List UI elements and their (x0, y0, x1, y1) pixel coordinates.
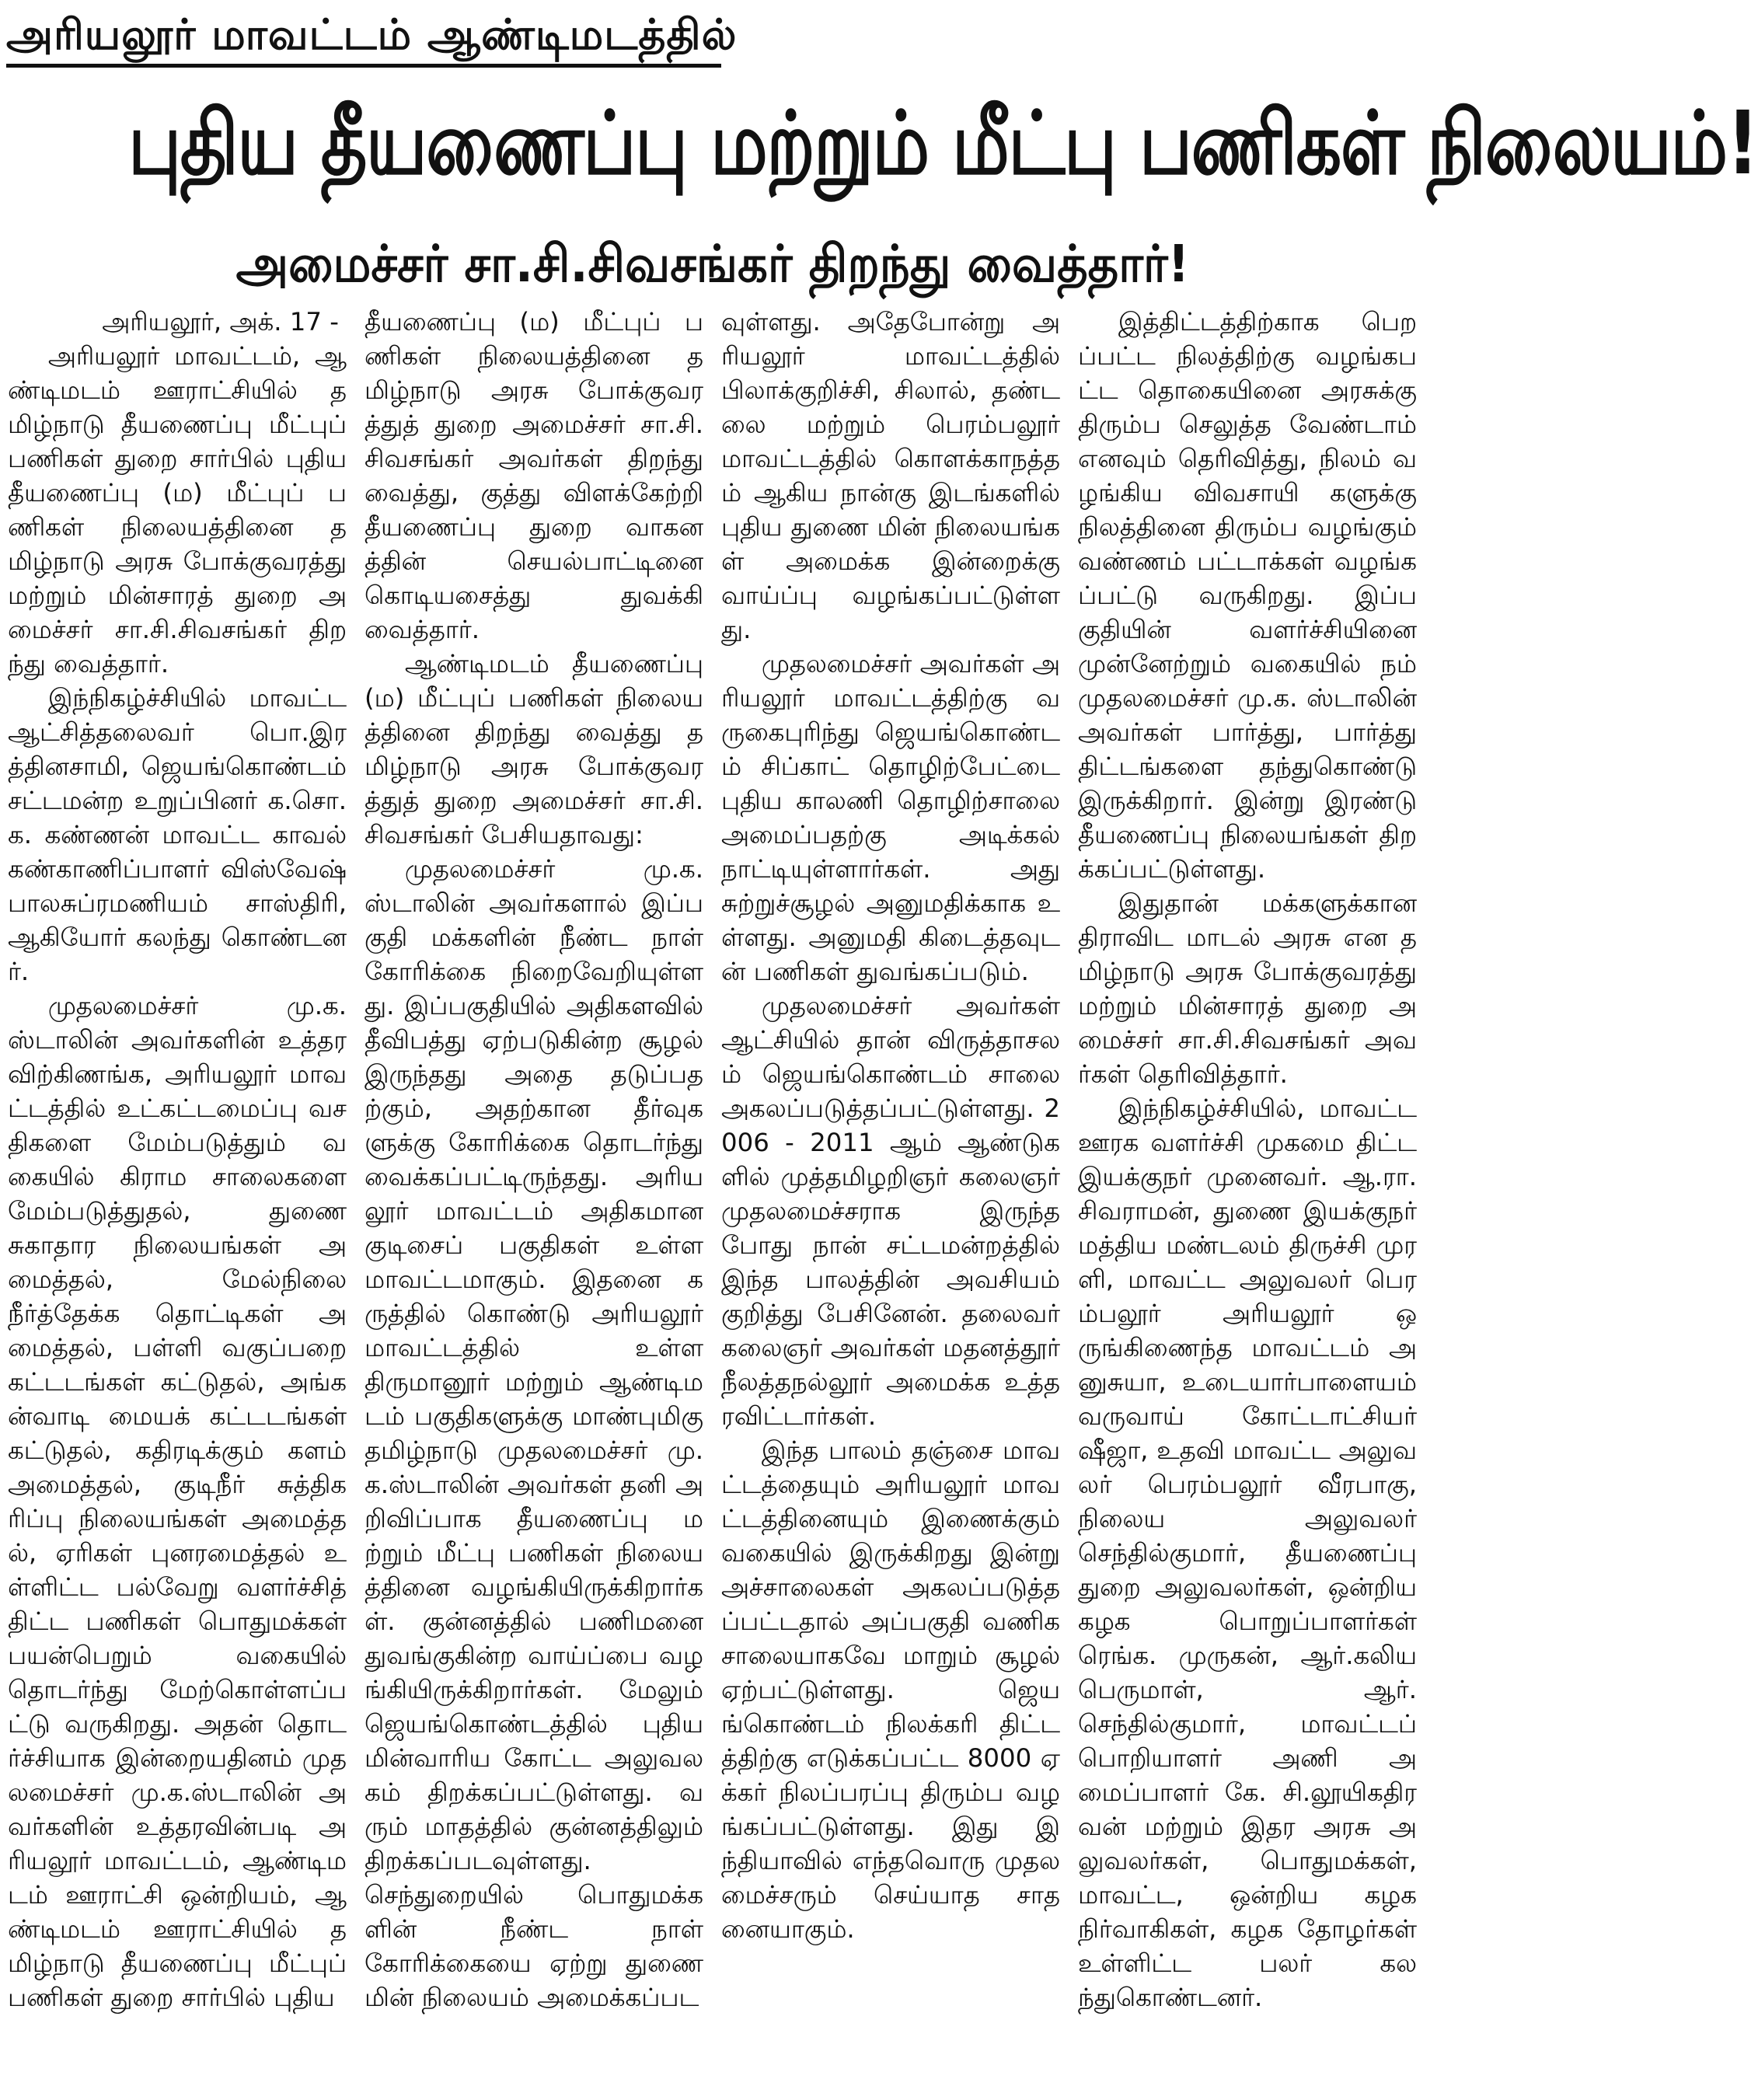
paragraph: இந்த பாலம் தஞ்சை மாவட்டத்தையும் அரியலூர் மாவட்டத்தினையும் இணைக்கும் வகையில் இருக்கிறது இன்று அச்சாலைகள் அகலப்படுத்தப்பட்டதால் அப்பகுதி வணிக சாலையாகவே மாறும் சூழல் ஏற்பட்டுள்ளது. ஜெயங்கொண்டம் நிலக்கரி திட்டத்திற்கு எடுக்கப்பட்ட 8000 ஏக்கர் நிலப்பரப்பு திரும்ப வழங்கப்பட்டுள்ளது. இது இந்தியாவில் எந்தவொரு முதலமைச்சரும் செய்யாத சாதனையாகும். (721, 1435, 1060, 1944)
article-column-2 (365, 305, 703, 2094)
article-body (8, 305, 1418, 2094)
paragraph: முதலமைச்சர் மு.க. ஸ்டாலின் அவர்களின் உத்தரவிற்கிணங்க, அரியலூர் மாவட்டத்தில் உட்கட்டமைப்பு வசதிகளை மேம்படுத்தும் வகையில் கிராம சாலைகளை மேம்படுத்துதல், துணை சுகாதார நிலையங்கள் அமைத்தல், மேல்நிலை நீர்த்தேக்க தொட்டிகள் அமைத்தல், பள்ளி வகுப்பறை கட்டடங்கள் கட்டுதல், அங்கன்வாடி மையக் கட்டடங்கள் கட்டுதல், கதிரடிக்கும் களம் அமைத்தல், குடிநீர் சுத்திகரிப்பு நிலையங்கள் அமைத்தல், ஏரிகள் புனரமைத்தல் உள்ளிட்ட பல்வேறு வளர்ச்சித் திட்ட பணிகள் பொதுமக்கள் பயன்பெறும் வகையில் தொடர்ந்து மேற்கொள்ளப்பட்டு வருகிறது. அதன் தொடர்ச்சியாக இன்றையதினம் முதலமைச்சர் மு.க.ஸ்டாலின் அவர்களின் உத்தரவின்படி அரியலூர் மாவட்டம், ஆண்டிமடம் ஊராட்சி ஒன்றியம், ஆண்டிமடம் ஊராட்சியில் தமிழ்நாடு தீயணைப்பு மீட்புப் பணிகள் துறை சார்பில் புதிய (8, 991, 347, 2012)
article-column-4 (1078, 305, 1417, 2094)
paragraph: அரியலூர் மாவட்டம், ஆண்டிமடம் ஊராட்சியில் தமிழ்நாடு தீயணைப்பு மீட்புப் பணிகள் துறை சார்பில் புதிய தீயணைப்பு (ம) மீட்புப் பணிகள் நிலையத்தினை தமிழ்நாடு அரசு போக்குவரத்து மற்றும் மின்சாரத் துறை அமைச்சர் சா.சி.சிவசங்கர் திறந்து வைத்தார். (8, 341, 347, 678)
paragraph: ஆண்டிமடம் தீயணைப்பு (ம) மீட்புப் பணிகள் நிலையத்தினை திறந்து வைத்து தமிழ்நாடு அரசு போக்குவரத்துத் துறை அமைச்சர் சா.சி.சிவசங்கர் பேசியதாவது: (365, 649, 703, 849)
article-column-3 (721, 305, 1060, 2094)
article-column-1 (8, 305, 347, 2094)
paragraph: முதலமைச்சர் மு.க.ஸ்டாலின் அவர்களால் இப்பகுதி மக்களின் நீண்ட நாள் கோரிக்கை நிறைவேறியுள்ளது. இப்பகுதியில் அதிகளவில் தீவிபத்து ஏற்படுகின்ற சூழல் இருந்தது அதை தடுப்பதற்கும், அதற்கான தீர்வுகளுக்கு கோரிக்கை தொடர்ந்து வைக்கப்பட்டிருந்தது. அரியலூர் மாவட்டம் அதிகமான குடிசைப் பகுதிகள் உள்ள மாவட்டமாகும். இதனை கருத்தில் கொண்டு அரியலூர் மாவட்டத்தில் உள்ள திருமானூர் மற்றும் ஆண்டிமடம் பகுதிகளுக்கு மாண்புமிகு தமிழ்நாடு முதலமைச்சர் மு.க.ஸ்டாலின் அவர்கள் தனி அறிவிப்பாக தீயணைப்பு மற்றும் மீட்பு பணிகள் நிலையத்தினை வழங்கியிருக்கிறார்கள். குன்னத்தில் பணிமனை துவங்குகின்ற வாய்ப்பை வழங்கியிருக்கிறார்கள். மேலும் ஜெயங்கொண்டத்தில் புதிய மின்வாரிய கோட்ட அலுவலகம் திறக்கப்பட்டுள்ளது. வரும் மாதத்தில் குன்னத்திலும் திறக்கப்படவுள்ளது. செந்துறையில் பொதுமக்களின் நீண்ட நாள் கோரிக்கையை ஏற்று துணை மின் நிலையம் அமைக்கப்பட (365, 854, 703, 2012)
paragraph: இந்நிகழ்ச்சியில், மாவட்ட ஊரக வளர்ச்சி முகமை திட்ட இயக்குநர் முனைவர். ஆ.ரா.சிவராமன், துணை இயக்குநர் மத்திய மண்டலம் திருச்சி முரளி, மாவட்ட அலுவலர் பெரம்பலூர் அரியலூர் ஒருங்கிணைந்த மாவட்டம் அனுசுயா, உடையார்பாளையம் வருவாய் கோட்டாட்சியர் ஷீஜா, உதவி மாவட்ட அலுவலர் பெரம்பலூர் வீரபாகு, நிலைய அலுவலர் செந்தில்குமார், தீயணைப்பு துறை அலுவலர்கள், ஒன்றிய கழக பொறுப்பாளர்கள் ரெங்க. முருகன், ஆர்.கலியபெருமாள், ஆர்.செந்தில்குமார், மாவட்டப் பொறியாளர் அணி அமைப்பாளர் கே. சி.லூயிகதிரவன் மற்றும் இதர அரசு அலுவலர்கள், பொதுமக்கள், மாவட்ட, ஒன்றிய கழக நிர்வாகிகள், கழக தோழர்கள் உள்ளிட்ட பலர் கலந்துகொண்டனர். (1078, 1094, 1417, 2012)
dateline: அரியலூர், அக். 17 - (102, 307, 339, 337)
sub-headline: அமைச்சர் சா.சி.சிவசங்கர் திறந்து வைத்தார்! (235, 234, 1190, 294)
paragraph: முதலமைச்சர் அவர்கள் அரியலூர் மாவட்டத்திற்கு வருகைபுரிந்து ஜெயங்கொண்டம் சிப்காட் தொழிற்பேட்டை புதிய காலணி தொழிற்சாலை அமைப்பதற்கு அடிக்கல் நாட்டியுள்ளார்கள். அது சுற்றுச்சூழல் அனுமதிக்காக உள்ளது. அனுமதி கிடைத்தவுடன் பணிகள் துவங்கப்படும். (721, 649, 1060, 986)
main-headline: புதிய தீயணைப்பு மற்றும் மீட்பு பணிகள் நிலையம்! (128, 93, 1758, 194)
paragraph: இத்திட்டத்திற்காக பெறப்பட்ட நிலத்திற்கு வழங்கபட்ட தொகையினை அரசுக்கு திரும்ப செலுத்த வேண்டாம் எனவும் தெரிவித்து, நிலம் வழங்கிய விவசாயி களுக்கு நிலத்தினை திரும்ப வழங்கும் வண்ணம் பட்டாக்கள் வழங்கப்பட்டு வருகிறது. இப்பகுதியின் வளர்ச்சியினை முன்னேற்றும் வகையில் நம் முதலமைச்சர் மு.க. ஸ்டாலின் அவர்கள் பார்த்து, பார்த்து திட்டங்களை தந்துகொண்டு இருக்கிறார். இன்று இரண்டு தீயணைப்பு நிலையங்கள் திறக்கப்பட்டுள்ளது. (1078, 307, 1417, 884)
paragraph: வுள்ளது. அதேபோன்று அரியலூர் மாவட்டத்தில் பிலாக்குறிச்சி, சிலால், தண்டலை மற்றும் பெரம்பலூர் மாவட்டத்தில் கொளக்காநத்தம் ஆகிய நான்கு இடங்களில் புதிய துணை மின் நிலையங்கள் அமைக்க இன்றைக்கு வாய்ப்பு வழங்கப்பட்டுள்ளது. (721, 307, 1060, 644)
paragraph: முதலமைச்சர் அவர்கள் ஆட்சியில் தான் விருத்தாசலம் ஜெயங்கொண்டம் சாலை அகலப்படுத்தப்பட்டுள்ளது. 2006 - 2011 ஆம் ஆண்டுகளில் முத்தமிழறிஞர் கலைஞர் முதலமைச்சராக இருந்தபோது நான் சட்டமன்றத்தில் இந்த பாலத்தின் அவசியம் குறித்து பேசினேன். தலைவர் கலைஞர் அவர்கள் மதனத்தூர் நீலத்தநல்லூர் அமைக்க உத்தரவிட்டார்கள். (721, 991, 1060, 1431)
paragraph: தீயணைப்பு (ம) மீட்புப் பணிகள் நிலையத்தினை தமிழ்நாடு அரசு போக்குவரத்துத் துறை அமைச்சர் சா.சி.சிவசங்கர் அவர்கள் திறந்து வைத்து, குத்து விளக்கேற்றி தீயணைப்பு துறை வாகனத்தின் செயல்பாட்டினை கொடியசைத்து துவக்கி வைத்தார். (365, 307, 703, 644)
paragraph: இதுதான் மக்களுக்கான திராவிட மாடல் அரசு என தமிழ்நாடு அரசு போக்குவரத்து மற்றும் மின்சாரத் துறை அமைச்சர் சா.சி.சிவசங்கர் அவர்கள் தெரிவித்தார். (1078, 888, 1417, 1089)
kicker-headline: அரியலூர் மாவட்டம் ஆண்டிமடத்தில் (6, 6, 721, 68)
paragraph: இந்நிகழ்ச்சியில் மாவட்ட ஆட்சித்தலைவர் பொ.இரத்தினசாமி, ஜெயங்கொண்டம் சட்டமன்ற உறுப்பினர் க.சொ.க. கண்ணன் மாவட்ட காவல் கண்காணிப்பாளர் விஸ்வேஷ் பாலசுப்ரமணியம் சாஸ்திரி, ஆகியோர் கலந்து கொண்டனர். (8, 683, 347, 986)
